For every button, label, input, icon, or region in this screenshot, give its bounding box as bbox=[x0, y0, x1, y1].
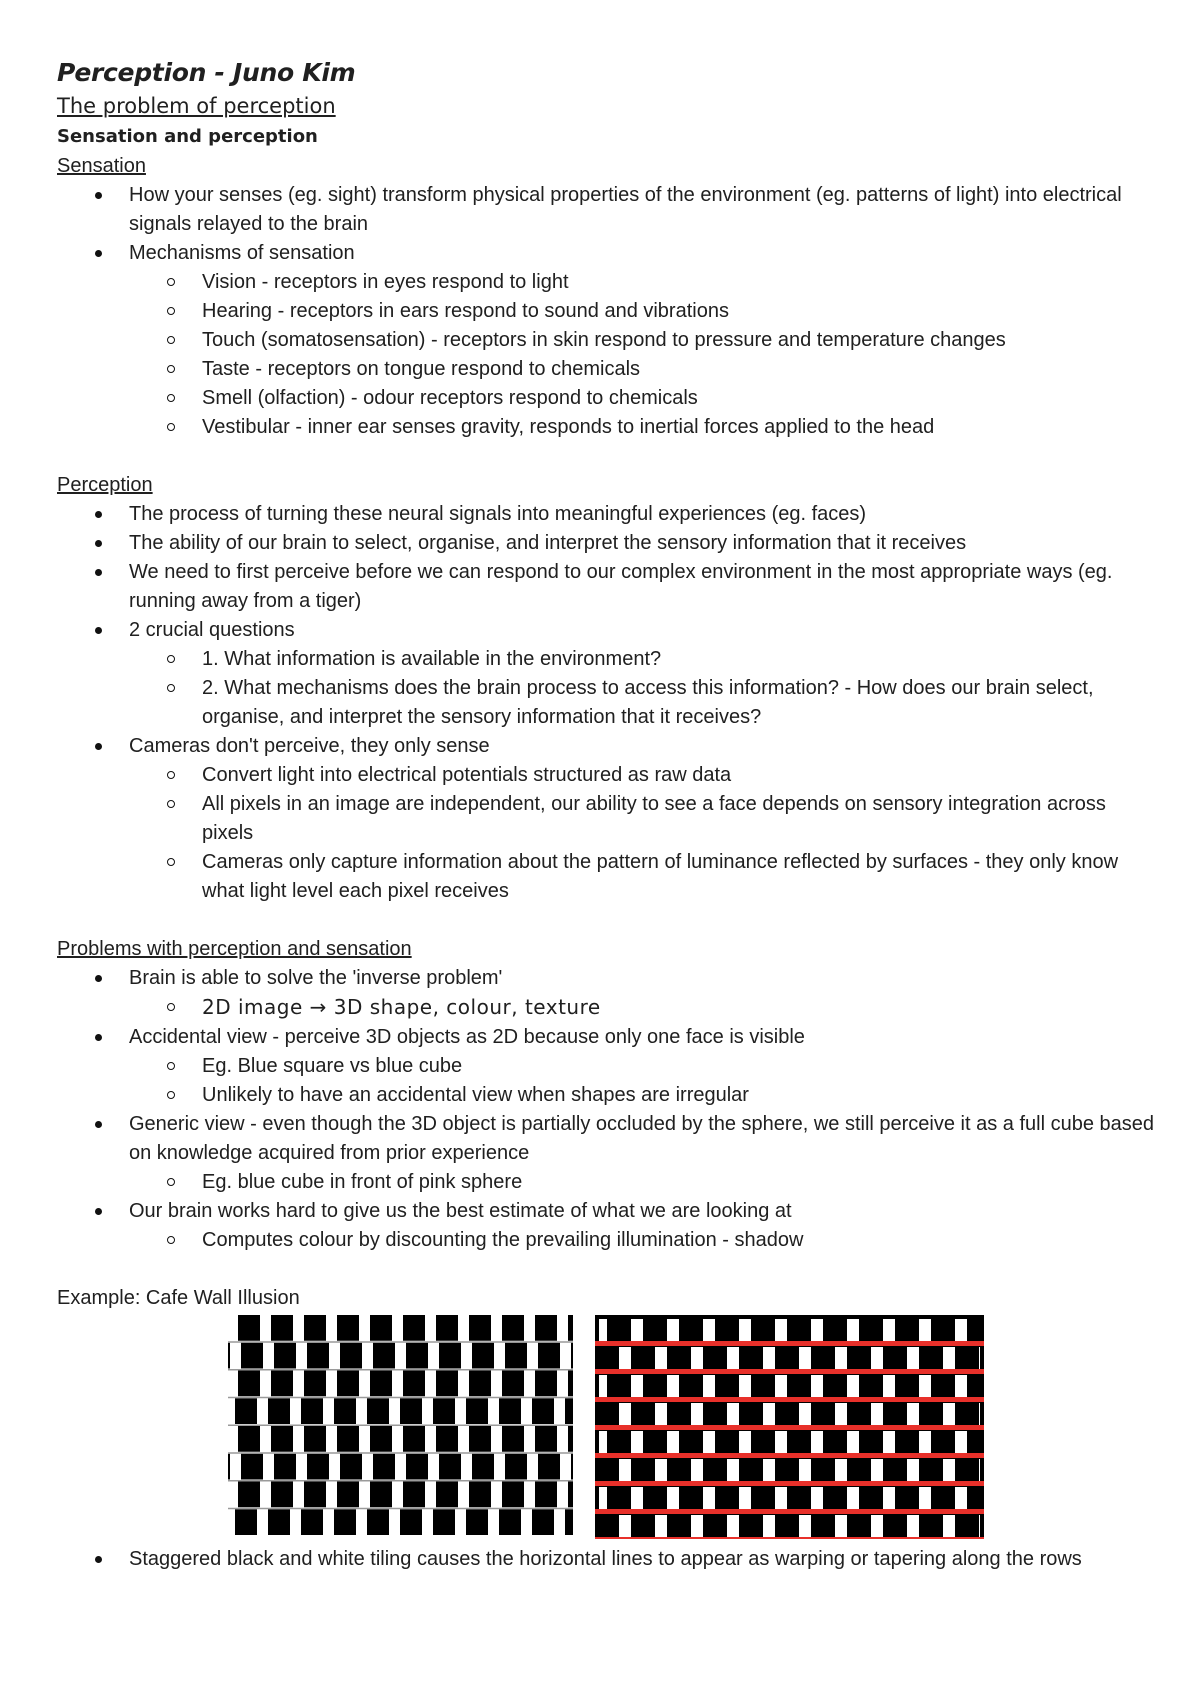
list-item: The process of turning these neural signals into meaningful experiences (eg. faces) bbox=[57, 500, 1157, 529]
sublist-item: 1. What information is available in the environment? bbox=[57, 645, 1157, 674]
sublist-item: Convert light into electrical potentials structured as raw data bbox=[57, 761, 1157, 790]
sublist-item: Unlikely to have an accidental view when shapes are irregular bbox=[57, 1081, 1157, 1110]
list-item: Cameras don't perceive, they only sense Convert light into electrical potentials structured as raw data All pixels in an image are independent, our ability to see a face depends on sensory integration across pixels Cameras only capture information about the pattern of luminance reflected by surfaces - they only know what light level each pixel receives bbox=[57, 732, 1157, 906]
sublist-item: 2. What mechanisms does the brain process to access this information? - How does our brain select, organise, and interpret the sensory information that it receives? bbox=[57, 674, 1157, 732]
list-item: 2 crucial questions 1. What information is available in the environment? 2. What mechanisms does the brain process to access this information? - How does our brain select, organise, and interpret the sensory information that it receives? bbox=[57, 616, 1157, 732]
problems-list bbox=[57, 964, 1157, 1255]
page-title: Perception - Juno Kim bbox=[57, 58, 356, 87]
sensation-heading: Sensation bbox=[57, 155, 146, 177]
list-item: Generic view - even though the 3D object is partially occluded by the sphere, we still perceive it as a full cube based on knowledge acquired from prior experience Eg. blue cube in front of pink sphere bbox=[57, 1110, 1157, 1197]
example-list bbox=[57, 1545, 1157, 1574]
cafe-wall-illusion-lines-image bbox=[595, 1315, 984, 1539]
list-item: The ability of our brain to select, organise, and interpret the sensory information that it receives bbox=[57, 529, 1157, 558]
sublist bbox=[129, 993, 1157, 1023]
cafe-wall-illusion-image bbox=[228, 1315, 573, 1537]
section-heading: The problem of perception bbox=[57, 94, 336, 118]
perception-heading: Perception bbox=[57, 474, 153, 496]
sublist-item: Eg. Blue square vs blue cube bbox=[57, 1052, 1157, 1081]
subsection-heading: Sensation and perception bbox=[57, 126, 318, 147]
sublist-item: Vision - receptors in eyes respond to light bbox=[57, 268, 1157, 297]
perception-list bbox=[57, 500, 1157, 906]
document-page bbox=[57, 56, 1157, 1574]
problems-heading: Problems with perception and sensation bbox=[57, 938, 412, 960]
sublist-item: Hearing - receptors in ears respond to sound and vibrations bbox=[57, 297, 1157, 326]
sensation-list bbox=[57, 181, 1157, 442]
sublist-item: Cameras only capture information about the pattern of luminance reflected by surfaces - they only know what light level each pixel receives bbox=[57, 848, 1157, 906]
sublist-item: Eg. blue cube in front of pink sphere bbox=[57, 1168, 1157, 1197]
sublist bbox=[129, 761, 1157, 906]
sublist bbox=[129, 1168, 1157, 1197]
sublist bbox=[129, 1226, 1157, 1255]
illusion-figures bbox=[57, 1315, 1157, 1539]
list-item: Brain is able to solve the 'inverse problem' 2D image → 3D shape, colour, texture bbox=[57, 964, 1157, 1023]
list-item: How your senses (eg. sight) transform physical properties of the environment (eg. patterns of light) into electrical signals relayed to the brain bbox=[57, 181, 1157, 239]
sublist-item: All pixels in an image are independent, our ability to see a face depends on sensory integration across pixels bbox=[57, 790, 1157, 848]
sublist-item: Taste - receptors on tongue respond to chemicals bbox=[57, 355, 1157, 384]
sublist bbox=[129, 268, 1157, 442]
sublist-item: Touch (somatosensation) - receptors in skin respond to pressure and temperature changes bbox=[57, 326, 1157, 355]
sublist bbox=[129, 645, 1157, 732]
list-item: Mechanisms of sensation Vision - receptors in eyes respond to light Hearing - receptors in ears respond to sound and vibrations Touch (somatosensation) - receptors in skin respond to pressure and temperature changes Taste - receptors on tongue respond to chemicals Smell (olfaction) - odour receptors respond to chemicals Vestibular - inner ear senses gravity, responds to inertial forces applied to the head bbox=[57, 239, 1157, 442]
list-item: We need to first perceive before we can respond to our complex environment in the most appropriate ways (eg. running away from a tiger) bbox=[57, 558, 1157, 616]
list-item: Staggered black and white tiling causes the horizontal lines to appear as warping or tapering along the rows bbox=[57, 1545, 1157, 1574]
example-label: Example: Cafe Wall Illusion bbox=[57, 1287, 300, 1309]
sublist bbox=[129, 1052, 1157, 1110]
sublist-item: 2D image → 3D shape, colour, texture bbox=[57, 993, 1157, 1023]
list-item: Our brain works hard to give us the best estimate of what we are looking at Computes colour by discounting the prevailing illumination - shadow bbox=[57, 1197, 1157, 1255]
sublist-item: Computes colour by discounting the prevailing illumination - shadow bbox=[57, 1226, 1157, 1255]
list-item: Accidental view - perceive 3D objects as 2D because only one face is visible Eg. Blue square vs blue cube Unlikely to have an accidental view when shapes are irregular bbox=[57, 1023, 1157, 1110]
sublist-item: Vestibular - inner ear senses gravity, responds to inertial forces applied to the head bbox=[57, 413, 1157, 442]
sublist-item: Smell (olfaction) - odour receptors respond to chemicals bbox=[57, 384, 1157, 413]
